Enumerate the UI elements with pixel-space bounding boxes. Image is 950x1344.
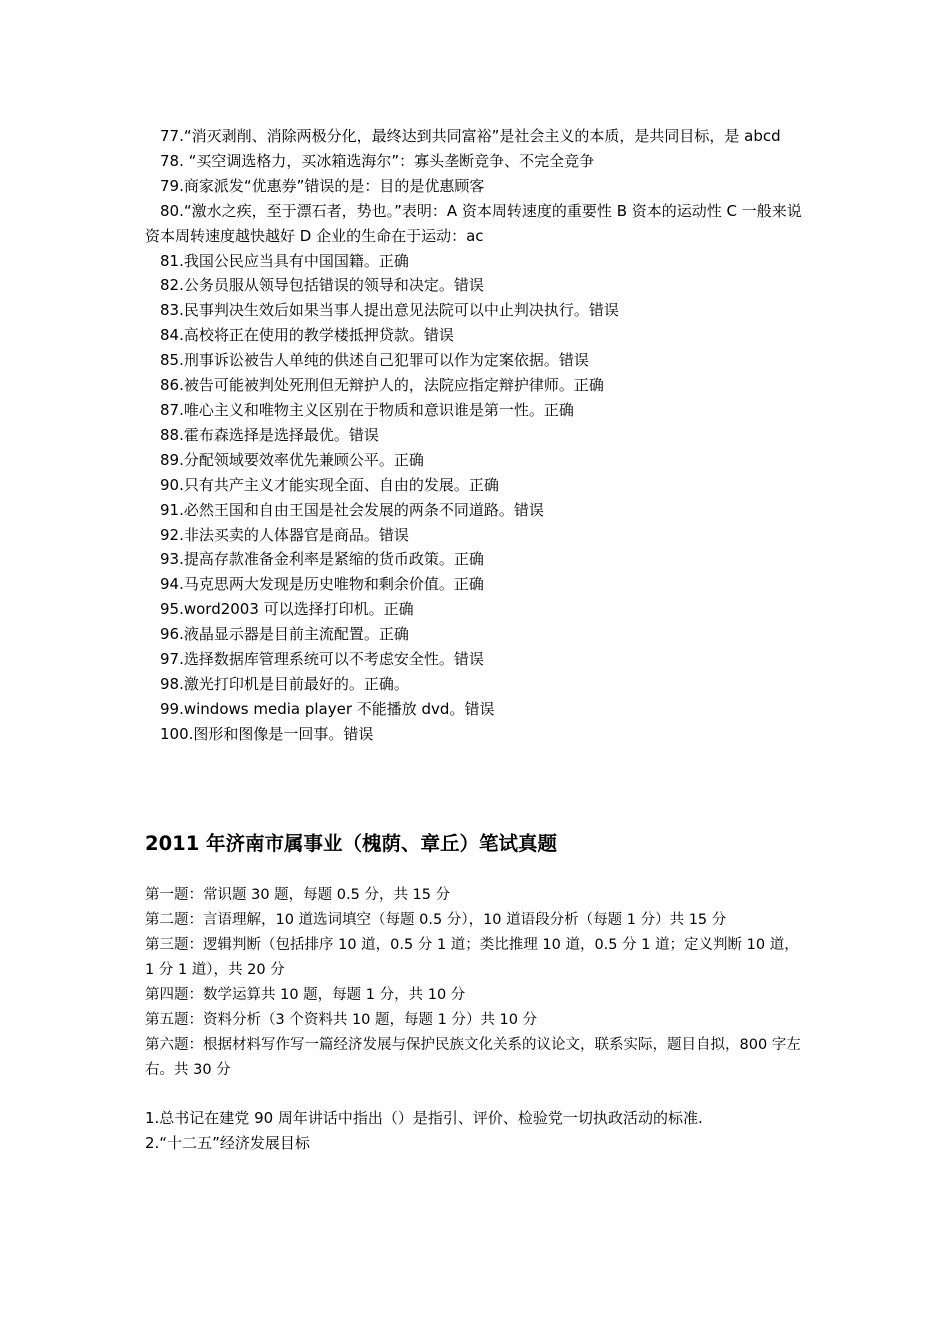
qa-item: 90.只有共产主义才能实现全面、自由的发展。正确 (160, 475, 499, 494)
qa-item: 82.公务员服从领导包括错误的领导和决定。错误 (160, 276, 484, 295)
qa-item: 77.“消灭剥削、消除两极分化，最终达到共同富裕”是社会主义的本质，是共同目标，是 abcd (160, 127, 781, 145)
qa-list (145, 124, 805, 747)
section-heading: 2011 年济南市属事业（槐荫、章丘）笔试真题 (145, 831, 558, 855)
structure-item: 第六题：根据材料写作写一篇经济发展与保护民族文化关系的议论文，联系实际，题目自拟，800 字左右。共 30 分 (145, 1036, 801, 1078)
qa-item: 89.分配领域要效率优先兼顾公平。正确 (160, 450, 424, 469)
document-page (145, 124, 805, 1156)
qa-item: 80.“激水之疾，至于漂石者，势也。”表明：A 资本周转速度的重要性 B 资本的运动性 C 一般来说资本周转速度越快越好 D 企业的生命在于运动：ac (145, 201, 802, 245)
structure-item: 第二题：言语理解，10 道选词填空（每题 0.5 分），10 道语段分析（每题 1 分）共 15 分 (145, 911, 727, 928)
qa-item: 100.图形和图像是一回事。错误 (160, 724, 374, 743)
qa-item: 86.被告可能被判处死刑但无辩护人的，法院应指定辩护律师。正确 (160, 376, 604, 395)
question-list (145, 1106, 805, 1156)
qa-item: 88.霍布森选择是选择最优。错误 (160, 425, 379, 444)
qa-item: 78. “买空调选格力，买冰箱选海尔”：寡头垄断竞争、不完全竞争 (160, 151, 595, 170)
structure-item: 第三题：逻辑判断（包括排序 10 道，0.5 分 1 道；类比推理 10 道，0.5 分 1 道；定义判断 10 道，1 分 1 道），共 20 分 (145, 936, 799, 978)
qa-item: 87.唯心主义和唯物主义区别在于物质和意识谁是第一性。正确 (160, 400, 574, 419)
structure-item: 第四题：数学运算共 10 题，每题 1 分，共 10 分 (145, 986, 466, 1003)
structure-item: 第五题：资料分析（3 个资料共 10 题，每题 1 分）共 10 分 (145, 1011, 538, 1028)
qa-item: 99.windows media player 不能播放 dvd。错误 (160, 699, 495, 718)
qa-item: 93.提高存款准备金利率是紧缩的货币政策。正确 (160, 550, 484, 569)
qa-item: 85.刑事诉讼被告人单纯的供述自己犯罪可以作为定案依据。错误 (160, 351, 589, 370)
exam-structure (145, 883, 805, 1083)
qa-item: 79.商家派发“优惠券”错误的是：目的是优惠顾客 (160, 176, 485, 195)
qa-item: 91.必然王国和自由王国是社会发展的两条不同道路。错误 (160, 500, 544, 519)
qa-item: 97.选择数据库管理系统可以不考虑安全性。错误 (160, 650, 484, 669)
question-item: 2.“十二五”经济发展目标 (145, 1133, 310, 1152)
qa-item: 98.激光打印机是目前最好的。正确。 (160, 674, 409, 693)
qa-item: 92.非法买卖的人体器官是商品。错误 (160, 525, 409, 544)
qa-item: 81.我国公民应当具有中国国籍。正确 (160, 251, 409, 270)
structure-item: 第一题：常识题 30 题，每题 0.5 分，共 15 分 (145, 886, 451, 903)
question-item: 1.总书记在建党 90 周年讲话中指出（）是指引、评价、检验党一切执政活动的标准. (145, 1108, 703, 1127)
qa-item: 94.马克思两大发现是历史唯物和剩余价值。正确 (160, 575, 484, 594)
qa-item: 95.word2003 可以选择打印机。正确 (160, 600, 414, 619)
qa-item: 96.液晶显示器是目前主流配置。正确 (160, 625, 409, 644)
qa-item: 83.民事判决生效后如果当事人提出意见法院可以中止判决执行。错误 (160, 301, 619, 320)
qa-item: 84.高校将正在使用的教学楼抵押贷款。错误 (160, 326, 454, 345)
